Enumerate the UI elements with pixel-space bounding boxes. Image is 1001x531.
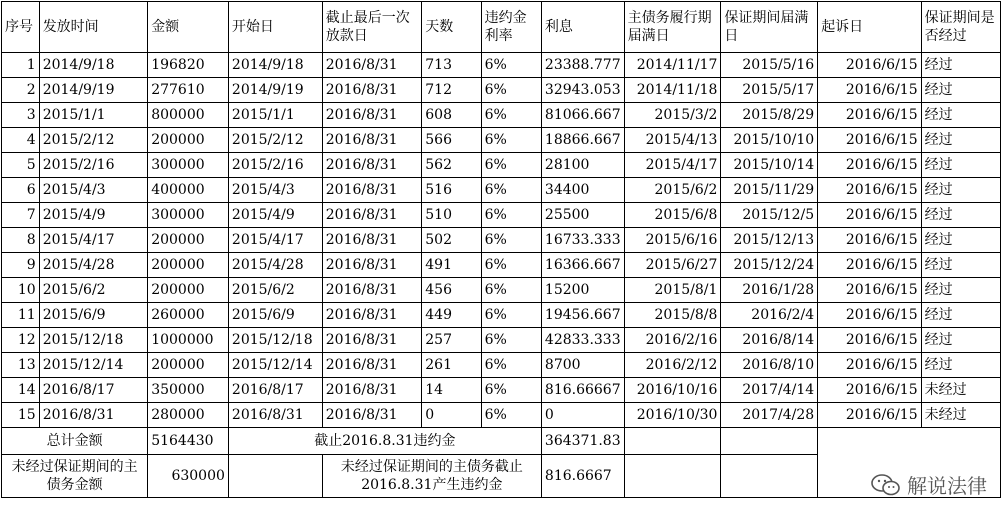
table-cell: 816.66667: [541, 378, 624, 403]
table-cell: 2015/10/10: [721, 128, 818, 153]
table-cell: 2015/4/13: [624, 128, 721, 153]
table-cell: 0: [541, 403, 624, 428]
table-cell: 2015/5/16: [721, 53, 818, 78]
table-cell: 200000: [148, 278, 229, 303]
table-cell: 1: [2, 53, 40, 78]
table-cell: 16366.667: [541, 253, 624, 278]
table-cell: 2016/6/15: [818, 378, 921, 403]
table-cell: 713: [422, 53, 481, 78]
table-cell: 未经过: [921, 378, 1000, 403]
table-cell: 2016/6/15: [818, 353, 921, 378]
table-cell: 6%: [481, 378, 541, 403]
table-cell: 11: [2, 303, 40, 328]
table-cell: 5: [2, 153, 40, 178]
empty-cell: [228, 455, 322, 498]
table-cell: 2015/12/14: [228, 353, 322, 378]
table-cell: 经过: [921, 178, 1000, 203]
table-cell: 456: [422, 278, 481, 303]
table-cell: 2016/6/15: [818, 253, 921, 278]
table-cell: 15200: [541, 278, 624, 303]
table-row: [2, 153, 1001, 178]
table-row: [2, 53, 1001, 78]
table-cell: 16733.333: [541, 228, 624, 253]
table-cell: 81066.667: [541, 103, 624, 128]
table-cell: 1000000: [148, 328, 229, 353]
table-cell: 2015/11/29: [721, 178, 818, 203]
table-row: [2, 228, 1001, 253]
table-cell: 502: [422, 228, 481, 253]
table-cell: 2015/4/17: [624, 153, 721, 178]
table-cell: 0: [422, 403, 481, 428]
table-cell: 2015/10/14: [721, 153, 818, 178]
table-cell: 2015/2/12: [39, 128, 148, 153]
table-cell: 6%: [481, 203, 541, 228]
table-cell: 2016/6/15: [818, 178, 921, 203]
table-cell: 608: [422, 103, 481, 128]
header-cell: 金额: [148, 2, 229, 53]
table-row: [2, 103, 1001, 128]
table-cell: 2015/12/14: [39, 353, 148, 378]
table-cell: 2016/2/4: [721, 303, 818, 328]
table-cell: 2015/4/28: [39, 253, 148, 278]
table-cell: 经过: [921, 253, 1000, 278]
table-cell: 2016/6/15: [818, 303, 921, 328]
table-cell: 2016/8/31: [39, 403, 148, 428]
table-cell: 260000: [148, 303, 229, 328]
table-cell: 2015/12/18: [39, 328, 148, 353]
header-cell: 利息: [541, 2, 624, 53]
table-row: [2, 203, 1001, 228]
table-cell: 2015/8/1: [624, 278, 721, 303]
table-cell: 2016/6/15: [818, 403, 921, 428]
header-cell: 保证期间是否经过: [921, 2, 1000, 53]
table-row: [2, 303, 1001, 328]
table-cell: 300000: [148, 153, 229, 178]
table-cell: 经过: [921, 278, 1000, 303]
table-row: [2, 253, 1001, 278]
table-cell: 2015/8/29: [721, 103, 818, 128]
table-cell: 2016/2/16: [624, 328, 721, 353]
table-cell: 491: [422, 253, 481, 278]
table-cell: 200000: [148, 228, 229, 253]
table-cell: 10: [2, 278, 40, 303]
table-cell: 2015/3/2: [624, 103, 721, 128]
table-cell: 566: [422, 128, 481, 153]
table-cell: 200000: [148, 353, 229, 378]
header-row: [2, 2, 1001, 53]
summary-row-total: [2, 428, 1001, 455]
table-cell: 2016/8/31: [322, 253, 422, 278]
total-value: 5164430: [148, 428, 229, 455]
table-cell: 2014/9/18: [228, 53, 322, 78]
table-cell: 2016/8/31: [322, 128, 422, 153]
table-cell: 经过: [921, 153, 1000, 178]
table-cell: 2: [2, 78, 40, 103]
empty-cell: [721, 428, 818, 455]
table-cell: 2016/8/31: [322, 353, 422, 378]
table-cell: 经过: [921, 103, 1000, 128]
table-cell: 2016/8/31: [322, 153, 422, 178]
unexpired-penalty-label: 未经过保证期间的主债务截止2016.8.31产生违约金: [322, 455, 541, 498]
table-cell: 300000: [148, 203, 229, 228]
table-cell: 2016/2/12: [624, 353, 721, 378]
table-cell: 6%: [481, 153, 541, 178]
table-cell: 经过: [921, 353, 1000, 378]
header-cell: 违约金利率: [481, 2, 541, 53]
table-cell: 2015/4/3: [39, 178, 148, 203]
table-cell: 2014/9/19: [228, 78, 322, 103]
table-row: [2, 178, 1001, 203]
table-cell: 经过: [921, 328, 1000, 353]
table-cell: 2015/2/12: [228, 128, 322, 153]
table-cell: 2016/8/31: [228, 403, 322, 428]
table-cell: 2016/6/15: [818, 228, 921, 253]
table-row: [2, 78, 1001, 103]
table-row: [2, 353, 1001, 378]
table-cell: 2016/8/14: [721, 328, 818, 353]
table-cell: 未经过: [921, 403, 1000, 428]
table-cell: 6%: [481, 403, 541, 428]
table-cell: 2016/8/31: [322, 53, 422, 78]
table-cell: 2015/4/17: [39, 228, 148, 253]
table-cell: 350000: [148, 378, 229, 403]
table-cell: 257: [422, 328, 481, 353]
table-cell: 4: [2, 128, 40, 153]
table-cell: 510: [422, 203, 481, 228]
table-cell: 2016/8/31: [322, 303, 422, 328]
unexpired-penalty-value: 816.6667: [541, 455, 624, 498]
table-cell: 2016/6/15: [818, 78, 921, 103]
table-cell: 2016/8/31: [322, 328, 422, 353]
penalty-label: 截止2016.8.31违约金: [228, 428, 541, 455]
table-cell: 34400: [541, 178, 624, 203]
table-cell: 2015/6/8: [624, 203, 721, 228]
table-cell: 经过: [921, 203, 1000, 228]
table-cell: 2015/8/8: [624, 303, 721, 328]
table-cell: 12: [2, 328, 40, 353]
table-cell: 14: [422, 378, 481, 403]
table-cell: 2015/4/3: [228, 178, 322, 203]
table-cell: 13: [2, 353, 40, 378]
table-cell: 2016/8/31: [322, 178, 422, 203]
table-cell: 2016/6/15: [818, 203, 921, 228]
table-cell: 2016/6/15: [818, 53, 921, 78]
table-cell: 2016/1/28: [721, 278, 818, 303]
table-cell: 15: [2, 403, 40, 428]
table-cell: 712: [422, 78, 481, 103]
watermark-text: 解说法律: [907, 474, 987, 498]
table-cell: 2016/8/17: [228, 378, 322, 403]
table-cell: 8700: [541, 353, 624, 378]
empty-cell: [624, 455, 721, 498]
table-cell: 277610: [148, 78, 229, 103]
table-cell: 2014/9/18: [39, 53, 148, 78]
table-cell: 2015/6/9: [228, 303, 322, 328]
table-cell: 2016/8/31: [322, 78, 422, 103]
watermark: [871, 470, 987, 499]
table-cell: 6%: [481, 53, 541, 78]
table-cell: 2015/6/2: [228, 278, 322, 303]
table-cell: 经过: [921, 78, 1000, 103]
table-cell: 2016/8/31: [322, 203, 422, 228]
table-cell: 7: [2, 203, 40, 228]
table-cell: 2016/8/17: [39, 378, 148, 403]
total-label: 总计金额: [2, 428, 148, 455]
table-row: [2, 328, 1001, 353]
table-row: [2, 403, 1001, 428]
header-cell: 天数: [422, 2, 481, 53]
table-cell: 200000: [148, 128, 229, 153]
table-cell: 25500: [541, 203, 624, 228]
table-cell: 2015/6/2: [39, 278, 148, 303]
table-cell: 562: [422, 153, 481, 178]
table-cell: 2014/9/19: [39, 78, 148, 103]
table-cell: 6%: [481, 228, 541, 253]
table-cell: 6%: [481, 78, 541, 103]
table-cell: 2017/4/28: [721, 403, 818, 428]
header-cell: 起诉日: [818, 2, 921, 53]
table-cell: 2016/6/15: [818, 153, 921, 178]
table-cell: 32943.053: [541, 78, 624, 103]
table-cell: 2015/1/1: [228, 103, 322, 128]
table-cell: 2016/10/30: [624, 403, 721, 428]
table-cell: 2014/11/18: [624, 78, 721, 103]
table-cell: 2016/6/15: [818, 128, 921, 153]
table-cell: 23388.777: [541, 53, 624, 78]
table-row: [2, 128, 1001, 153]
header-cell: 截止最后一次放款日: [322, 2, 422, 53]
table-cell: 2017/4/14: [721, 378, 818, 403]
header-cell: 序号: [2, 2, 40, 53]
unexpired-value: 630000: [148, 455, 229, 498]
table-cell: 2016/8/31: [322, 278, 422, 303]
header-cell: 开始日: [228, 2, 322, 53]
table-cell: 6%: [481, 103, 541, 128]
table-cell: 6%: [481, 128, 541, 153]
table-cell: 14: [2, 378, 40, 403]
table-cell: 9: [2, 253, 40, 278]
table-cell: 2015/6/2: [624, 178, 721, 203]
table-cell: 400000: [148, 178, 229, 203]
table-cell: 449: [422, 303, 481, 328]
penalty-value: 364371.83: [541, 428, 624, 455]
table-cell: 经过: [921, 128, 1000, 153]
table-cell: 2015/1/1: [39, 103, 148, 128]
table-cell: 6%: [481, 303, 541, 328]
table-row: [2, 378, 1001, 403]
table-cell: 2016/8/31: [322, 403, 422, 428]
table-cell: 19456.667: [541, 303, 624, 328]
table-cell: 6%: [481, 278, 541, 303]
table-cell: 2016/6/15: [818, 328, 921, 353]
table-cell: 8: [2, 228, 40, 253]
table-cell: 2015/6/9: [39, 303, 148, 328]
table-cell: 2015/6/16: [624, 228, 721, 253]
table-cell: 2015/5/17: [721, 78, 818, 103]
table-cell: 6: [2, 178, 40, 203]
header-cell: 主债务履行期届满日: [624, 2, 721, 53]
loan-table: [1, 1, 1001, 498]
table-cell: 2015/4/9: [228, 203, 322, 228]
table-cell: 280000: [148, 403, 229, 428]
table-cell: 6%: [481, 328, 541, 353]
table-cell: 2016/8/31: [322, 378, 422, 403]
table-cell: 6%: [481, 253, 541, 278]
table-cell: 2016/6/15: [818, 278, 921, 303]
table-cell: 经过: [921, 53, 1000, 78]
table-cell: 2016/6/15: [818, 103, 921, 128]
table-cell: 42833.333: [541, 328, 624, 353]
table-cell: 2016/10/16: [624, 378, 721, 403]
table-cell: 2015/12/5: [721, 203, 818, 228]
table-cell: 2016/8/31: [322, 103, 422, 128]
table-cell: 28100: [541, 153, 624, 178]
empty-cell: [624, 428, 721, 455]
table-cell: 2015/12/13: [721, 228, 818, 253]
table-cell: 6%: [481, 178, 541, 203]
unexpired-label: 未经过保证期间的主债务金额: [2, 455, 148, 498]
header-cell: 保证期间届满日: [721, 2, 818, 53]
table-cell: 18866.667: [541, 128, 624, 153]
table-cell: 2015/4/17: [228, 228, 322, 253]
table-cell: 800000: [148, 103, 229, 128]
table-cell: 2014/11/17: [624, 53, 721, 78]
table-cell: 经过: [921, 303, 1000, 328]
header-cell: 发放时间: [39, 2, 148, 53]
table-cell: 2016/8/10: [721, 353, 818, 378]
table-cell: 200000: [148, 253, 229, 278]
table-cell: 3: [2, 103, 40, 128]
table-cell: 2015/2/16: [39, 153, 148, 178]
table-cell: 经过: [921, 228, 1000, 253]
table-container: [1, 1, 1001, 498]
table-cell: 2015/2/16: [228, 153, 322, 178]
table-cell: 261: [422, 353, 481, 378]
table-cell: 516: [422, 178, 481, 203]
table-cell: 2015/6/27: [624, 253, 721, 278]
wechat-icon: [871, 473, 901, 497]
table-cell: 2015/4/28: [228, 253, 322, 278]
table-cell: 196820: [148, 53, 229, 78]
table-cell: 6%: [481, 353, 541, 378]
table-cell: 2016/8/31: [322, 228, 422, 253]
table-cell: 2015/12/24: [721, 253, 818, 278]
table-cell: 2015/4/9: [39, 203, 148, 228]
empty-cell: [721, 455, 818, 498]
table-row: [2, 278, 1001, 303]
table-cell: 2015/12/18: [228, 328, 322, 353]
